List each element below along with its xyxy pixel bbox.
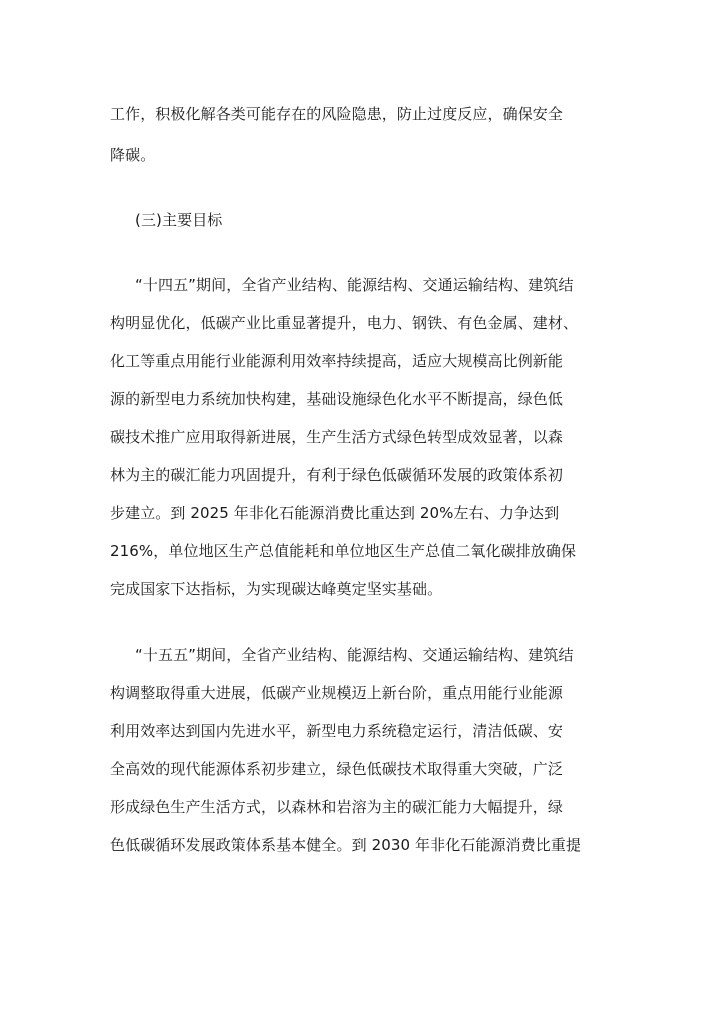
paragraph-line: 色低碳循环发展政策体系基本健全。到 2030 年非化石能源消费比重提 (110, 836, 582, 854)
paragraph-line: 构明显优化，低碳产业比重显著提升，电力、钢铁、有色金属、建材、 (110, 314, 579, 332)
section-heading: (三)主要目标 (135, 211, 223, 229)
paragraph-line: 构调整取得重大进展，低碳产业规模迈上新台阶，重点用能行业能源 (110, 684, 564, 702)
paragraph-line: “十四五”期间，全省产业结构、能源结构、交通运输结构、建筑结 (135, 276, 574, 294)
paragraph-line: “十五五”期间，全省产业结构、能源结构、交通运输结构、建筑结 (135, 646, 574, 664)
paragraph-line: 完成国家下达指标，为实现碳达峰奠定坚实基础。 (110, 580, 443, 598)
paragraph-line: 源的新型电力系统加快构建，基础设施绿色化水平不断提高，绿色低 (110, 390, 564, 408)
intro-line: 工作，积极化解各类可能存在的风险隐患，防止过度反应，确保安全 (110, 105, 564, 123)
paragraph-line: 化工等重点用能行业能源利用效率持续提高，适应大规模高比例新能 (110, 352, 564, 370)
intro-line: 降碳。 (110, 146, 156, 164)
paragraph-line: 形成绿色生产生活方式，以森林和岩溶为主的碳汇能力大幅提升，绿 (110, 798, 564, 816)
paragraph-line: 步建立。到 2025 年非化石能源消费比重达到 20%左右、力争达到 (110, 504, 560, 522)
paragraph-line: 全高效的现代能源体系初步建立，绿色低碳技术取得重大突破，广泛 (110, 760, 564, 778)
paragraph-line: 216%，单位地区生产总值能耗和单位地区生产总值二氧化碳排放确保 (110, 542, 577, 560)
paragraph-line: 利用效率达到国内先进水平，新型电力系统稳定运行，清洁低碳、安 (110, 722, 564, 740)
paragraph-line: 林为主的碳汇能力巩固提升，有利于绿色低碳循环发展的政策体系初 (110, 466, 564, 484)
paragraph-line: 碳技术推广应用取得新进展，生产生活方式绿色转型成效显著，以森 (110, 428, 564, 446)
